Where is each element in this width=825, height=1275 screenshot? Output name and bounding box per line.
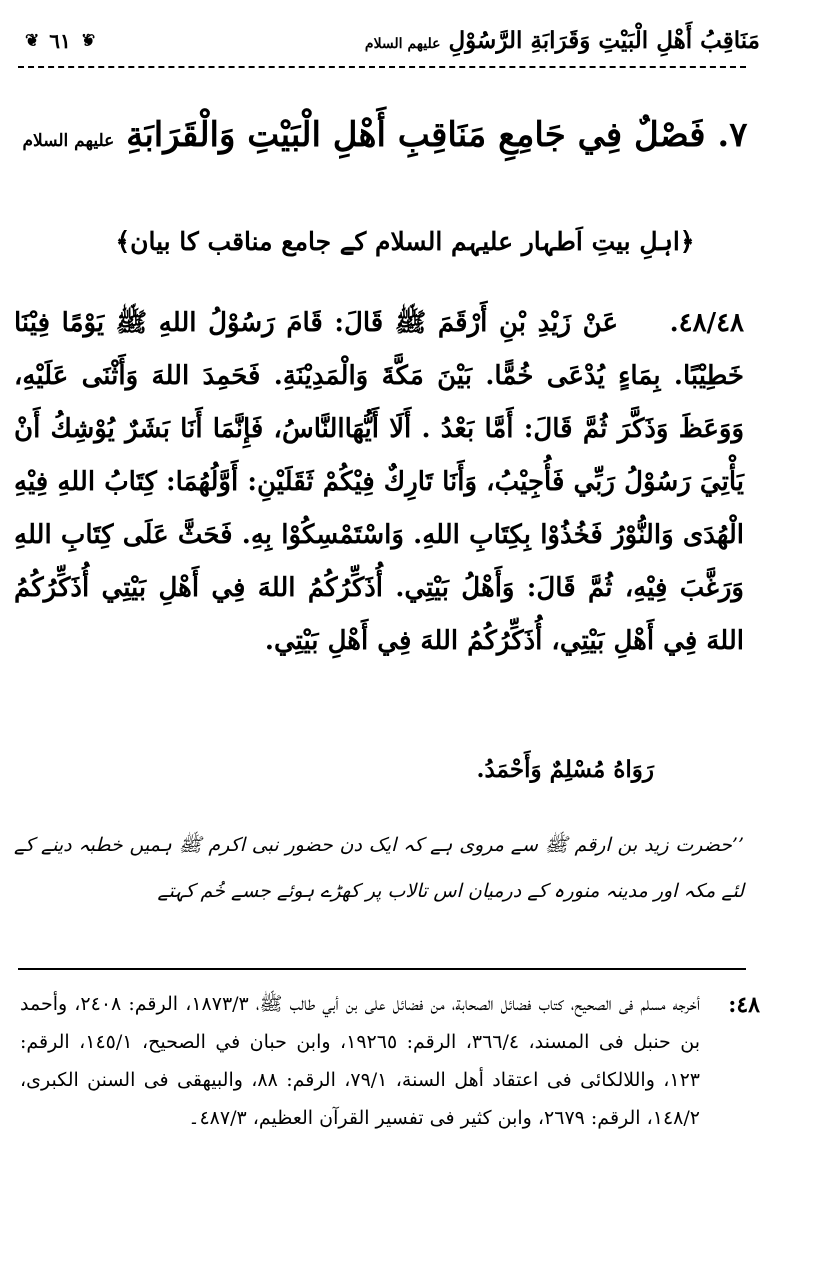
urdu-translation: ’’حضرت زید بن ارقم ﷺ سے مروی ہے کہ ایک دن حضور نبی اکرم ﷺ ہمیں خطبہ دینے کے لئے مکہ اور مدینہ منورہ کے درمیان اس تالاب پر کھڑے ہوئے جسے خُم کہتے xyxy=(14,834,744,902)
running-header-suffix: عليهم السلام xyxy=(364,36,441,52)
footnote-number: ٤٨: xyxy=(728,992,760,1018)
urdu-subtitle: ﴿اہلِ بیتِ اَطہار علیہم السلام کے جامع مناقب کا بیان﴾ xyxy=(115,227,695,256)
chapter-suffix: عليهم السلام xyxy=(22,131,115,151)
hadith-narration: رَوَاهُ مُسْلِمٌ وَأَحْمَدُ. xyxy=(476,756,654,783)
ornament-right-icon: ❦ xyxy=(80,31,95,51)
ornament-left-icon: ❦ xyxy=(25,31,40,51)
footnote-text: أخرجه مسلم فى الصحيح، كتاب فضائل الصحابة، من فضائل على بن أبي طالب ﷺ، ١٨٧٣/٣، الرقم: ٢٤٠٨، وأحمد بن حنبل فى المسند، ٣٦٦/٤، الرقم: ١٩٢٦٥، وابن حبان في الصحيح، ١٤٥/١، الرقم: ١٢٣، واللالكائى فى اعتقاد أهل السنة، ٧٩/١، الرقم: ٨٨، والبيهقى فى السنن الكبرى، ١٤٨/٢، الرقم: ٢٦٧٩، وابن كثير فى تفسير القرآن العظيم، ٤٨٧/٣۔ xyxy=(20,993,700,1129)
hadith-block xyxy=(14,297,744,668)
hadith-text: عَنْ زَيْدِ بْنِ أَرْقَمَ ﷺ قَالَ: قَامَ رَسُوْلُ اللهِ ﷺ يَوْمًا فِيْنَا خَطِيْبًا. بِمَاءٍ يُدْعَى خُمًّا. بَيْنَ مَكَّةَ وَالْمَدِيْنَةِ. فَحَمِدَ اللهَ وَأَثْنَى عَلَيْهِ، وَوَعَظَ وَذَكَّرَ ثُمَّ قَالَ: أَمَّا بَعْدُ . أَلَا أَيُّهَاالنَّاسُ، فَإِنَّمَا أَنَا بَشَرٌ يُوْشِكُ أَنْ يَأْتِيَ رَسُوْلُ رَبِّي فَأُجِيْبُ، وَأَنَا تَارِكٌ فِيْكُمْ ثَقَلَيْنِ: أَوَّلُهُمَا: كِتَابُ اللهِ فِيْهِ الْهُدَى وَالنُّوْرُ فَخُذُوْا بِكِتَابِ اللهِ. وَاسْتَمْسِكُوْا بِهِ. فَحَثَّ عَلَى كِتَابِ اللهِ وَرَغَّبَ فِيْهِ، ثُمَّ قَالَ: وَأَهْلُ بَيْتِي. أُذَكِّرُكُمُ اللهَ فِي أَهْلِ بَيْتِي أُذَكِّرُكُمُ اللهَ فِي أَهْلِ بَيْتِي، أُذَكِّرُكُمُ اللهَ فِي أَهْلِ بَيْتِي. xyxy=(14,308,744,656)
chapter-title: فَصْلٌ فِي جَامِعِ مَنَاقِبِ أَهْلِ الْبَيْتِ وَالْقَرَابَةِ xyxy=(126,115,706,155)
footnote-divider xyxy=(18,968,746,970)
page-number: ٦١ xyxy=(49,29,71,53)
chapter-heading xyxy=(20,95,750,181)
header-divider xyxy=(18,66,746,68)
running-header xyxy=(340,18,760,67)
page-number-badge xyxy=(10,18,110,64)
chapter-number: ٧. xyxy=(717,115,748,155)
running-header-title: مَنَاقِبُ أَهْلِ الْبَيْتِ وَقَرَابَةِ الرَّسُوْلِ xyxy=(448,27,760,54)
hadith-number: ٤٨/٤٨. xyxy=(669,308,744,338)
